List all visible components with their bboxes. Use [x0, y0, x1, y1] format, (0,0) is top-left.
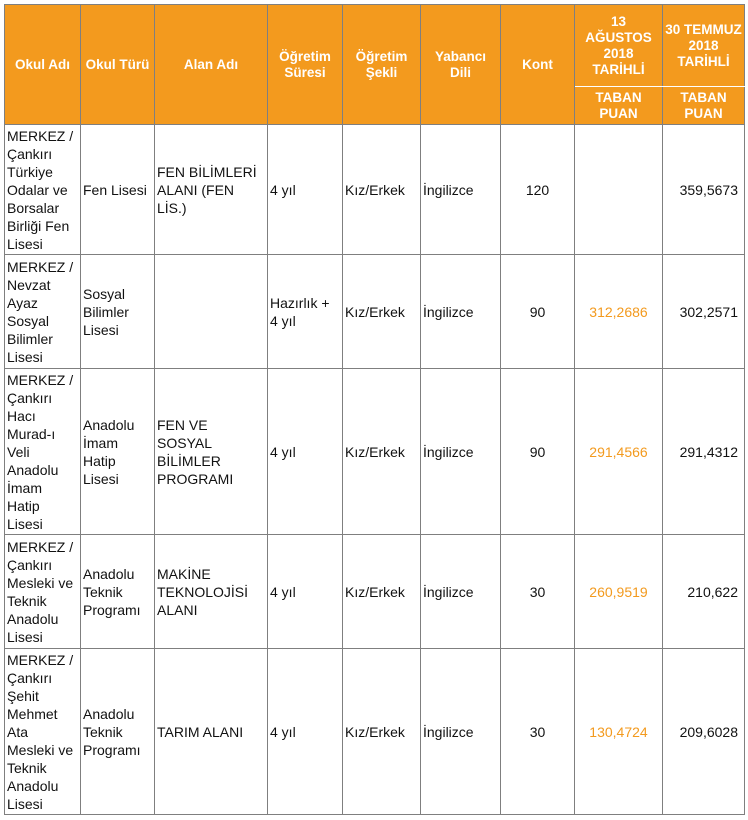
header-alan-adi: Alan Adı	[155, 5, 268, 125]
cell-okul-adi: MERKEZ / Çankırı Türkiye Odalar ve Borsalar Birliği Fen Lisesi	[5, 125, 81, 255]
cell-alan-adi: TARIM ALANI	[155, 649, 268, 815]
cell-kont: 90	[501, 255, 575, 369]
table-row	[5, 535, 745, 649]
table-row	[5, 125, 745, 255]
cell-ogretim-sekli: Kız/Erkek	[343, 369, 421, 535]
header-date-temmuz: 30 TEMMUZ 2018 TARİHLİ	[663, 5, 745, 87]
cell-yabanci-dili: İngilizce	[421, 255, 501, 369]
cell-alan-adi	[155, 255, 268, 369]
cell-ogretim-sekli: Kız/Erkek	[343, 649, 421, 815]
header-okul-turu: Okul Türü	[81, 5, 155, 125]
cell-ogretim-suresi: 4 yıl	[268, 535, 343, 649]
table-row	[5, 255, 745, 369]
cell-ogretim-suresi: 4 yıl	[268, 369, 343, 535]
table-row	[5, 369, 745, 535]
header-yabanci-dili: Yabancı Dili	[421, 5, 501, 125]
cell-yabanci-dili: İngilizce	[421, 369, 501, 535]
cell-yabanci-dili: İngilizce	[421, 125, 501, 255]
cell-kont: 90	[501, 369, 575, 535]
cell-kont: 120	[501, 125, 575, 255]
cell-okul-adi: MERKEZ / Çankırı Mesleki ve Teknik Anadolu Lisesi	[5, 535, 81, 649]
cell-ogretim-suresi: 4 yıl	[268, 649, 343, 815]
cell-ogretim-sekli: Kız/Erkek	[343, 535, 421, 649]
table-row	[5, 649, 745, 815]
cell-taban-puan-agustos: 291,4566	[575, 369, 663, 535]
cell-okul-turu: Anadolu Teknik Programı	[81, 535, 155, 649]
cell-ogretim-suresi: 4 yıl	[268, 125, 343, 255]
cell-okul-adi: MERKEZ / Çankırı Hacı Murad-ı Veli Anadolu İmam Hatip Lisesi	[5, 369, 81, 535]
header-ogretim-suresi: Öğretim Süresi	[268, 5, 343, 125]
cell-taban-puan-agustos: 260,9519	[575, 535, 663, 649]
cell-taban-puan-temmuz: 291,4312	[663, 369, 745, 535]
cell-okul-turu: Anadolu Teknik Programı	[81, 649, 155, 815]
cell-okul-turu: Anadolu İmam Hatip Lisesi	[81, 369, 155, 535]
cell-ogretim-suresi: Hazırlık + 4 yıl	[268, 255, 343, 369]
header-taban-puan-agustos: TABAN PUAN	[575, 87, 663, 125]
cell-ogretim-sekli: Kız/Erkek	[343, 255, 421, 369]
cell-okul-turu: Sosyal Bilimler Lisesi	[81, 255, 155, 369]
cell-okul-turu: Fen Lisesi	[81, 125, 155, 255]
cell-taban-puan-temmuz: 302,2571	[663, 255, 745, 369]
header-row-1	[5, 5, 745, 87]
cell-okul-adi: MERKEZ / Çankırı Şehit Mehmet Ata Mesleki ve Teknik Anadolu Lisesi	[5, 649, 81, 815]
header-date-agustos: 13 AĞUSTOS 2018 TARİHLİ	[575, 5, 663, 87]
cell-taban-puan-temmuz: 359,5673	[663, 125, 745, 255]
header-okul-adi: Okul Adı	[5, 5, 81, 125]
cell-taban-puan-temmuz: 210,622	[663, 535, 745, 649]
cell-yabanci-dili: İngilizce	[421, 535, 501, 649]
cell-taban-puan-agustos: 130,4724	[575, 649, 663, 815]
cell-taban-puan-temmuz: 209,6028	[663, 649, 745, 815]
cell-taban-puan-agustos	[575, 125, 663, 255]
header-ogretim-sekli: Öğretim Şekli	[343, 5, 421, 125]
header-kont: Kont	[501, 5, 575, 125]
cell-alan-adi: MAKİNE TEKNOLOJİSİ ALANI	[155, 535, 268, 649]
cell-ogretim-sekli: Kız/Erkek	[343, 125, 421, 255]
cell-taban-puan-agustos: 312,2686	[575, 255, 663, 369]
cell-alan-adi: FEN BİLİMLERİ ALANI (FEN LİS.)	[155, 125, 268, 255]
school-score-table	[4, 4, 745, 815]
school-table-wrapper	[4, 4, 745, 815]
cell-okul-adi: MERKEZ / Nevzat Ayaz Sosyal Bilimler Lisesi	[5, 255, 81, 369]
header-taban-puan-temmuz: TABAN PUAN	[663, 87, 745, 125]
cell-alan-adi: FEN VE SOSYAL BİLİMLER PROGRAMI	[155, 369, 268, 535]
cell-kont: 30	[501, 649, 575, 815]
cell-kont: 30	[501, 535, 575, 649]
cell-yabanci-dili: İngilizce	[421, 649, 501, 815]
